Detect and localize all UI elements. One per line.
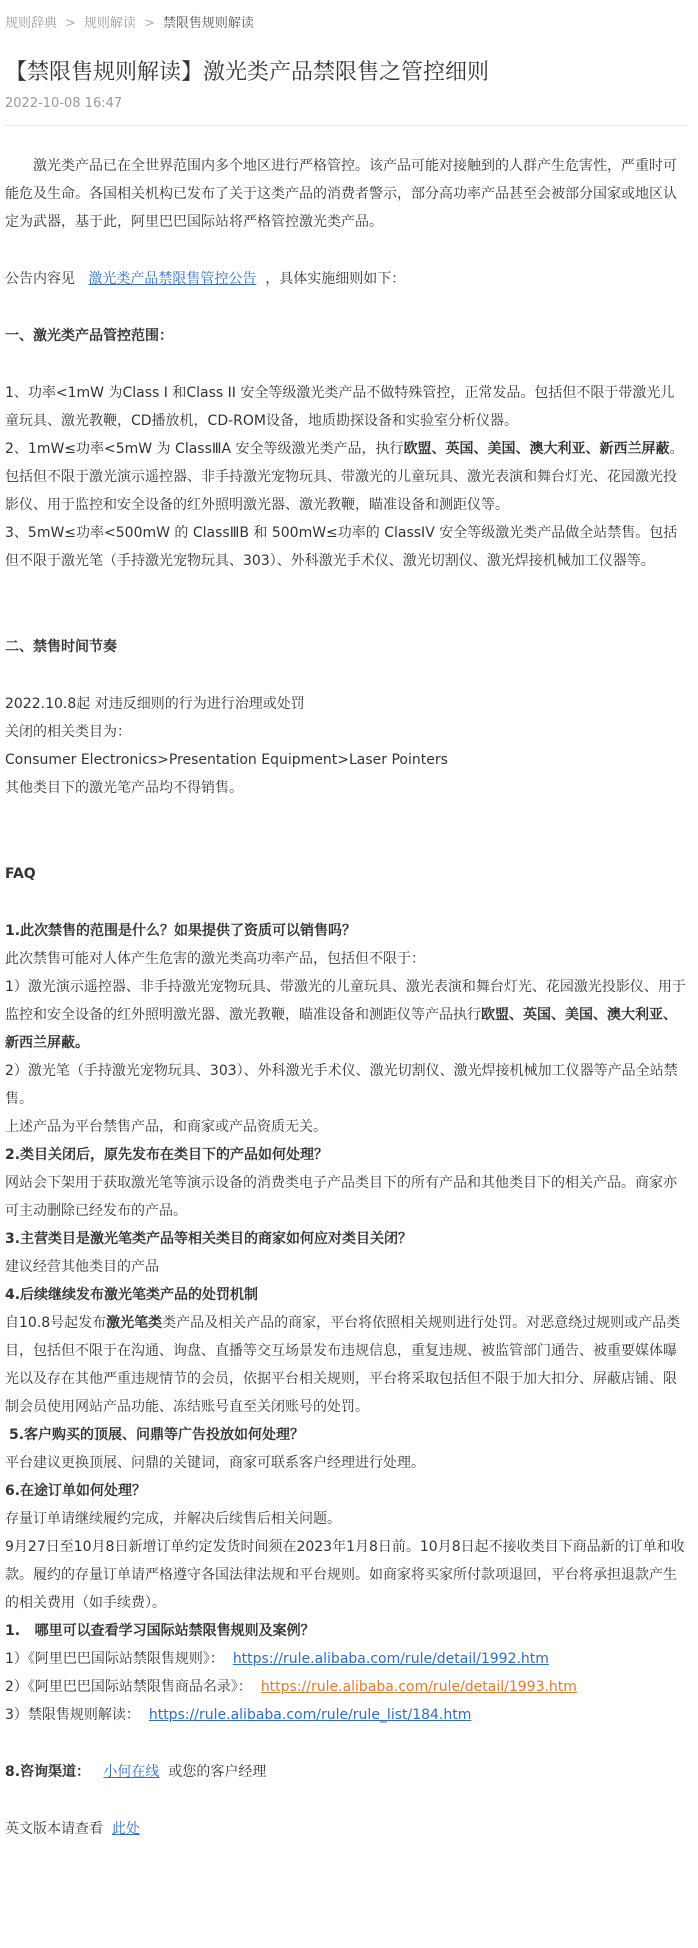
faq-answer-4 xyxy=(5,1309,688,1421)
reference-2 xyxy=(5,1673,688,1701)
breadcrumb-item-rule-interpretation[interactable]: 规则解读 xyxy=(83,16,136,31)
intro-paragraph: 激光类产品已在全世界范围内多个地区进行严格管控。该产品可能对接触到的人群产生危害性，严重时可能危及生命。各国相关机构已发布了关于这类产品的消费者警示，部分高功率产品甚至会被部分国家或地区认定为武器，基于此，阿里巴巴国际站将严格管控激光类产品。 xyxy=(5,158,677,230)
reference-1-label: 1）《阿里巴巴国际站禁限售规则》： xyxy=(5,1651,224,1667)
english-version-prefix: 英文版本请查看 xyxy=(5,1821,103,1837)
faq-heading: FAQ xyxy=(5,866,36,882)
reference-2-label: 2）《阿里巴巴国际站禁限售商品名录》： xyxy=(5,1679,252,1695)
section1-item1: 1、功率<1mW 为Class I 和Class II 安全等级激光类产品不做特殊管控，正常发品。包括但不限于带激光儿童玩具、激光教鞭，CD播放机，CD-ROM设备，地质勘探设备和实验室分析仪器。 xyxy=(5,385,675,429)
section1-heading: 一、激光类产品管控范围： xyxy=(5,328,173,344)
faq-question-7: 1. 哪里可以查看学习国际站禁限售规则及案例？ xyxy=(5,1623,315,1639)
section2-line1: 2022.10.8起 对违反细则的行为进行治理或处罚 xyxy=(5,696,305,712)
faq-question-1: 1.此次禁售的范围是什么？如果提供了资质可以销售吗？ xyxy=(5,923,357,939)
announcement-prefix: 公告内容见 xyxy=(5,271,75,287)
breadcrumb-separator: > xyxy=(143,16,155,31)
faq-answer-1-item1 xyxy=(5,973,688,1057)
consult-channel-label: 8.咨询渠道： xyxy=(5,1764,91,1780)
section1-item3: 3、5mW≤功率<500mW 的 ClassⅢB 和 500mW≤功率的 ClassIV 安全等级激光类产品做全站禁售。包括但不限于激光笔（手持激光宠物玩具、303）、外科激光手术仪、激光切割仪、激光焊接机械加工仪器等。 xyxy=(5,525,678,569)
faq-answer-4-text: 自10.8号起发布 xyxy=(5,1315,107,1331)
faq-question-3: 3.主营类目是激光笔类产品等相关类目的商家如何应对类目关闭？ xyxy=(5,1231,413,1247)
section1-item2 xyxy=(5,435,688,519)
faq-answer-5: 平台建议更换顶展、问鼎的关键词，商家可联系客户经理进行处理。 xyxy=(5,1455,425,1471)
page-title: 【禁限售规则解读】激光类产品禁限售之管控细则 xyxy=(5,60,490,85)
faq-answer-1-item2: 2）激光笔（手持激光宠物玩具、303）、外科激光手术仪、激光切割仪、激光焊接机械加工仪器等产品全站禁售。 xyxy=(5,1063,678,1107)
section2-line4: 其他类目下的激光笔产品均不得销售。 xyxy=(5,780,243,796)
english-version xyxy=(5,1815,688,1843)
section1-item2-bold: 欧盟、英国、美国、澳大利亚、新西兰屏蔽 xyxy=(403,441,670,457)
section1-item2-text: 2、1mW≤功率<5mW 为 ClassⅢA 安全等级激光类产品，执行 xyxy=(5,441,404,457)
faq-question-5: 5.客户购买的顶展、问鼎等广告投放如何处理？ xyxy=(9,1427,305,1443)
reference-3-label: 3）禁限售规则解读： xyxy=(5,1707,140,1723)
breadcrumb xyxy=(5,0,688,32)
reference-3 xyxy=(5,1701,688,1729)
breadcrumb-item-current: 禁限售规则解读 xyxy=(162,16,254,31)
reference-3-link[interactable]: https://rule.alibaba.com/rule/rule_list/184.htm xyxy=(148,1707,472,1723)
faq-answer-2: 网站会下架用于获取激光笔等演示设备的消费类电子产品类目下的所有产品和其他类目下的相关产品。商家亦可主动删除已经发布的产品。 xyxy=(5,1175,677,1219)
faq-answer-1-intro: 此次禁售可能对人体产生危害的激光类高功率产品，包括但不限于： xyxy=(5,951,425,967)
section2-line2: 关闭的相关类目为： xyxy=(5,724,131,740)
faq-answer-1-item1-text: 1）激光演示遥控器、非手持激光宠物玩具、带激光的儿童玩具、激光表演和舞台灯光、花园激光投影仪、用于监控和安全设备的红外照明激光器、激光教鞭，瞄准设备和测距仪等产品执行 xyxy=(5,979,686,1023)
reference-1-link[interactable]: https://rule.alibaba.com/rule/detail/1992.htm xyxy=(232,1651,549,1667)
faq-question-6: 6.在途订单如何处理？ xyxy=(5,1483,147,1499)
consult-channel-suffix: 或您的客户经理 xyxy=(168,1764,267,1780)
faq-answer-4-rest: 类产品及相关产品的商家，平台将依照相关规则进行处罚。对恶意绕过规则或产品类目，包括但不限于在沟通、询盘、直播等交互场景发布违规信息，重复违规、被监管部门通告、被重要媒体曝光以及存在其他严重违规情节的会员，依据平台相关规则，平台将采取包括但不限于加大扣分、屏蔽店铺、限制会员使用网站产品功能、冻结账号直至关闭账号的处罚。 xyxy=(5,1315,681,1415)
faq-question-2: 2.类目关闭后，原先发布在类目下的产品如何处理？ xyxy=(5,1147,329,1163)
announcement-link[interactable]: 激光类产品禁限售管控公告 xyxy=(88,271,257,287)
divider xyxy=(5,125,688,126)
breadcrumb-item-rule-dictionary[interactable]: 规则辞典 xyxy=(5,16,58,31)
faq-question-4: 4.后续继续发布激光笔类产品的处罚机制 xyxy=(5,1287,259,1303)
faq-answer-6-line1: 存量订单请继续履约完成，并解决后续售后相关问题。 xyxy=(5,1511,341,1527)
faq-answer-4-bold: 激光笔类 xyxy=(106,1315,163,1331)
announcement-line xyxy=(5,265,688,293)
breadcrumb-separator: > xyxy=(65,16,76,31)
reference-2-link[interactable]: https://rule.alibaba.com/rule/detail/1993.htm xyxy=(260,1679,577,1695)
faq-answer-1-item1-bold: 欧盟、英国、美国、澳大利亚、新西兰屏蔽。 xyxy=(5,1007,677,1051)
faq-answer-6-line2: 9月27日至10月8日新增订单约定发货时间须在2023年1月8日前。10月8日起不接收类目下商品新的订单和收款。履约的存量订单请严格遵守各国法律法规和平台规则。如商家将买家所付款项退回，平台将承担退款产生的相关费用（如手续费）。 xyxy=(5,1539,685,1611)
consult-channel xyxy=(5,1758,688,1786)
section1-item2-rest: 。包括但不限于激光演示遥控器、非手持激光宠物玩具、带激光的儿童玩具、激光表演和舞台灯光、花园激光投影仪、用于监控和安全设备的红外照明激光器、激光教鞭，瞄准设备和测距仪等。 xyxy=(5,441,684,513)
reference-1 xyxy=(5,1645,688,1673)
consult-channel-link[interactable]: 小何在线 xyxy=(103,1764,160,1780)
announcement-suffix: ，具体实施细则如下： xyxy=(265,271,406,287)
english-version-link[interactable]: 此处 xyxy=(111,1821,140,1837)
section2-heading: 二、禁售时间节奏 xyxy=(5,639,117,655)
section2-line3: Consumer Electronics>Presentation Equipment>Laser Pointers xyxy=(5,752,448,768)
publish-date: 2022-10-08 16:47 xyxy=(5,96,123,111)
faq-answer-1-note: 上述产品为平台禁售产品，和商家或产品资质无关。 xyxy=(5,1119,327,1135)
faq-answer-3: 建议经营其他类目的产品 xyxy=(5,1259,159,1275)
